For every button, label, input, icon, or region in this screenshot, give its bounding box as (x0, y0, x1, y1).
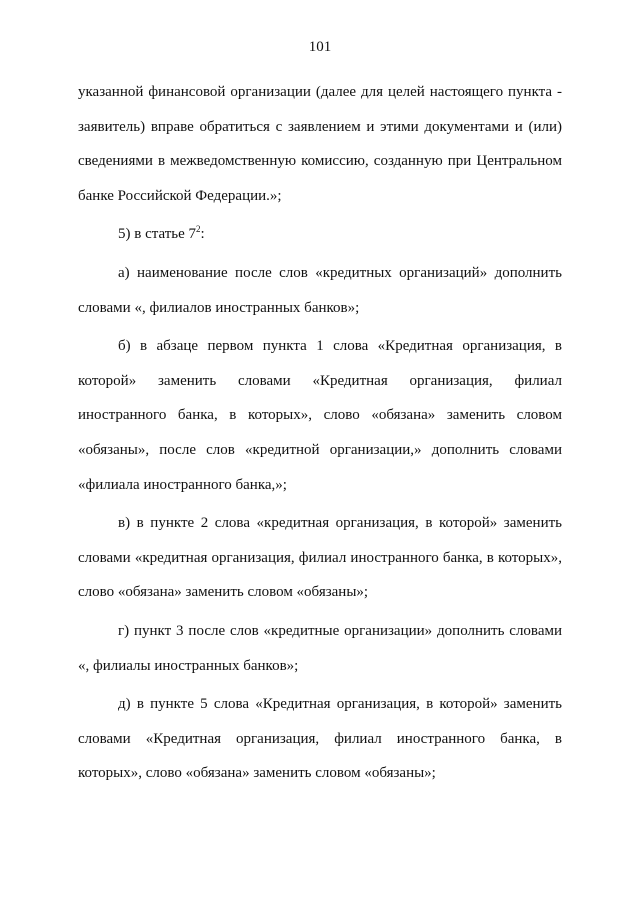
page-number: 101 (308, 39, 332, 55)
article-heading-prefix: 5) в статье 7 (118, 226, 197, 243)
paragraph-continuation: указанной финансовой организации (далее для целей настоящего пункта - заявитель) вправе обратиться с заявлением и этими документами и (или) сведениями в межведомственную комиссию, созданную при Центральном банке Российской Федерации.»; (78, 84, 562, 204)
paragraph-item-a: а) наименование после слов «кредитных организаций» дополнить словами «, филиалов иностранных банков»; (78, 264, 562, 316)
paragraph-item-b: б) в абзаце первом пункта 1 слова «Кредитная организация, в которой» заменить словами «Кредитная организация, филиал иностранного банка, в которых», слово «обязана» заменить словом «обязаны», после слов «кредитной организации,» дополнить словами «филиала иностранного банка,»; (78, 338, 562, 493)
paragraph-item-d: д) в пункте 5 слова «Кредитная организация, в которой» заменить словами «Кредитная организация, филиал иностранного банка, в которых», слово «обязана» заменить словом «обязаны»; (78, 696, 562, 782)
article-superscript: 2 (196, 224, 201, 235)
document-body (78, 75, 562, 791)
paragraph-article-7-2 (78, 217, 562, 252)
article-heading-suffix: : (200, 226, 205, 243)
paragraph-item-g: г) пункт 3 после слов «кредитные организации» дополнить словами «, филиалы иностранных банков»; (78, 622, 562, 674)
paragraph-item-v: в) в пункте 2 слова «кредитная организация, в которой» заменить словами «кредитная организация, филиал иностранного банка, в которых», слово «обязана» заменить словом «обязаны»; (78, 515, 562, 601)
